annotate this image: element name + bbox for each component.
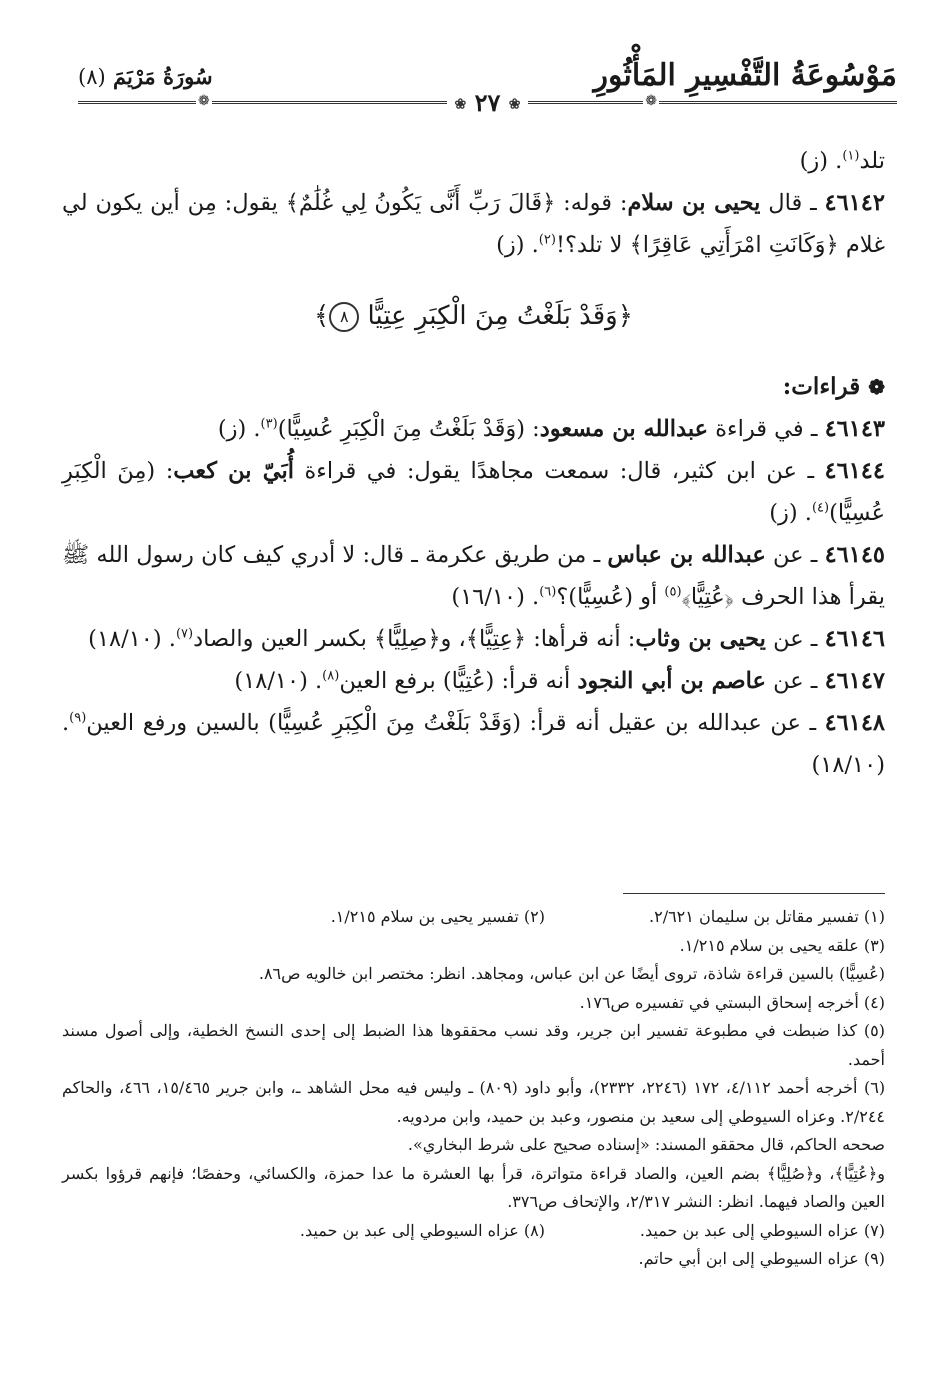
footnote-ref[interactable]: (٤) — [811, 500, 830, 516]
narration-number: ٤٦١٤٦ — [824, 626, 885, 652]
text: أو (عُسِيًّا)؟ — [556, 584, 665, 610]
text: ـ في قراءة — [708, 416, 825, 442]
section-heading — [62, 366, 885, 408]
footnote-9: (٩) عزاه السيوطي إلى ابن أبي حاتم. — [638, 1249, 885, 1268]
text: ـ قال — [760, 190, 825, 216]
footnote-separator — [623, 893, 885, 894]
text: : (وَقَدْ بَلَغْتُ مِنَ الْكِبَرِ عُسِيًّا) — [277, 416, 540, 442]
surah-number: (٨) — [78, 65, 106, 89]
ayah-number-marker: ٨ — [329, 302, 359, 332]
main-text — [62, 140, 885, 786]
text: : (مِنَ الْكِبَرِ عُسِيًّا) — [62, 458, 885, 526]
book-title: مَوْسُوعَةُ التَّفْسِيرِ المَأْثُورِ — [593, 58, 897, 93]
verse-close: ﴾ — [314, 301, 330, 331]
narration-number: ٤٦١٤٥ — [824, 542, 885, 568]
rule-ornament-icon: ❁ — [645, 93, 657, 109]
footnote-4: (٤) أخرجه إسحاق البستي في تفسيره ص١٧٦. — [579, 992, 885, 1012]
text: ـ عن — [765, 668, 825, 694]
narration-number: ٤٦١٤٢ — [824, 190, 885, 216]
source-code: . (ز) — [217, 416, 261, 442]
footnote-ref[interactable]: (١) — [842, 148, 860, 164]
text: تلد — [859, 148, 885, 174]
text: ـ عن — [765, 542, 825, 568]
verse-text: ﴿وَقَدْ بَلَغْتُ مِنَ الْكِبَرِ عِتِيًّا — [367, 301, 633, 331]
source-code: . (١٨/١٠) — [88, 626, 176, 652]
page-header — [78, 58, 897, 118]
footnote-row — [62, 903, 885, 932]
text: أنه قرأ: (عُتِيًّا) برفع العين — [339, 668, 578, 694]
source-code: . (١٨/١٠) — [234, 668, 323, 694]
narrator-name: عبدالله بن مسعود — [539, 416, 709, 442]
narration-46143 — [62, 408, 885, 450]
text: ـ عن ابن كثير، قال: سمعت مجاهدًا يقول: في قراءة — [294, 458, 825, 484]
footnote-6: (٦) أخرجه أحمد ٤/١١٢، ١٧٢ (٢٢٤٦، ٢٣٣٢)، وأبو داود (٨٠٩) ـ وليس فيه محل الشاهد ـ، وابن جرير ١٥/٤٦٥، ٤٦٦، والحاكم ٢/٢٤٤. وعزاه السيوطي إلى سعيد بن منصور، وعبد بن حميد، وابن مردويه. — [62, 1078, 886, 1126]
narration-46147 — [62, 660, 885, 702]
footnote-3-cont: (عُسِيًّا) بالسين قراءة شاذة، تروى أيضًا عن ابن عباس، ومجاهد. انظر: مختصر ابن خالويه ص٨٦. — [258, 964, 885, 983]
footnotes — [62, 903, 885, 1274]
footnote-ref[interactable]: (٨) — [322, 668, 340, 684]
footnote-6-note: و﴿عُتِيًّا﴾، و﴿صُلِيًّا﴾ بضم العين، والصاد قراءة متواترة، قرأ بها العشرة ما عدا حمزة، والكسائي، وحفصًا؛ فإنهم قرؤوا بكسر العين والصاد فيهما. انظر: النشر ٢/٣١٧، والإتحاف ص٣٧٦. — [62, 1163, 885, 1211]
footnote-6-cont: صححه الحاكم، قال محققو المسند: «إسناده صحيح على شرط البخاري». — [407, 1135, 885, 1154]
ornament-icon: ❀ — [508, 96, 521, 113]
narration-46145 — [62, 534, 885, 618]
flower-icon: ❁ — [868, 375, 885, 399]
footnote-5: (٥) كذا ضبطت في مطبوعة تفسير ابن جرير، وقد نسب محققوها هذا الضبط إلى إحدى النسخ الخطية، وإلى أصول مسند أحمد. — [62, 1021, 886, 1069]
footnote-row — [62, 1217, 885, 1246]
footnote-ref[interactable]: (٣) — [260, 416, 278, 432]
page-number: ٢٧ — [474, 88, 501, 117]
footnote-1: (١) تفسير مقاتل بن سليمان ٢/٦٢١. — [649, 907, 885, 926]
narrator-name: عاصم بن أبي النجود — [577, 668, 766, 694]
source-code: . (ز) — [496, 232, 539, 258]
narration-number: ٤٦١٤٤ — [824, 458, 885, 484]
footnote-3: (٣) علقه يحيى بن سلام ١/٢١٥. — [679, 935, 885, 955]
quran-verse — [62, 294, 885, 338]
narration-46142 — [62, 182, 885, 266]
narration-46148 — [62, 702, 885, 786]
source-code: . (١٨/١٠) — [62, 710, 885, 778]
text: : قوله: ﴿قَالَ رَبِّ أَنَّى يَكُونُ لِي غُلَٰمٌ﴾ يقول: مِن أين يكون لي غلام ﴿وَكَانَتِ امْرَأَتِي عَاقِرًا﴾ لا تلد؟! — [62, 190, 885, 258]
text: ـ من طريق عكرمة ـ قال: لا أدري كيف كان رسول الله ﷺ يقرأ هذا الحرف ﴿عُتِيًّا﴾ — [62, 542, 885, 610]
narrator-name: أُبَيّ بن كعب — [173, 458, 294, 484]
narration-number: ٤٦١٤٧ — [824, 668, 885, 694]
footnote-8: (٨) عزاه السيوطي إلى عبد بن حميد. — [299, 1220, 545, 1240]
narration-46146 — [62, 618, 885, 660]
text: : أنه قرأها: ﴿عِتِيًّا﴾، و﴿صِلِيًّا﴾ بكسر العين والصاد — [193, 626, 636, 652]
text: ـ عن — [765, 626, 825, 652]
surah-label — [78, 64, 213, 89]
footnote-ref[interactable]: (٢) — [538, 232, 556, 248]
narrator-name: يحيى بن سلام — [627, 190, 761, 216]
footnote-ref[interactable]: (٥) — [664, 584, 682, 600]
footnote-2: (٢) تفسير يحيى بن سلام ١/٢١٥. — [330, 907, 545, 926]
narration-46144 — [62, 450, 885, 534]
footnote-ref[interactable]: (٦) — [539, 584, 557, 600]
source-code: . (١٦/١٠) — [451, 584, 540, 610]
section-title: قراءات: — [782, 373, 861, 400]
ornament-icon: ❀ — [454, 96, 467, 113]
paragraph — [62, 140, 885, 182]
text: ـ عن عبدالله بن عقيل أنه قرأ: (وَقَدْ بَلَغْتُ مِنَ الْكِبَرِ عُسِيًّا) بالسين ورفع العين — [86, 710, 825, 736]
source-code: . (ز) — [769, 500, 812, 526]
narrator-name: عبدالله بن عباس — [607, 542, 766, 568]
footnote-ref[interactable]: (٧) — [175, 626, 194, 642]
narration-number: ٤٦١٤٣ — [824, 416, 885, 442]
surah-name: سُورَةُ مَرْيَمَ — [113, 64, 213, 89]
source-code: . (ز) — [799, 148, 843, 174]
footnote-ref[interactable]: (٩) — [69, 710, 87, 726]
footnote-7: (٧) عزاه السيوطي إلى عبد بن حميد. — [639, 1220, 885, 1240]
rule-ornament-icon: ❁ — [198, 93, 210, 109]
narrator-name: يحيى بن وثاب — [635, 626, 766, 652]
narration-number: ٤٦١٤٨ — [824, 710, 885, 736]
